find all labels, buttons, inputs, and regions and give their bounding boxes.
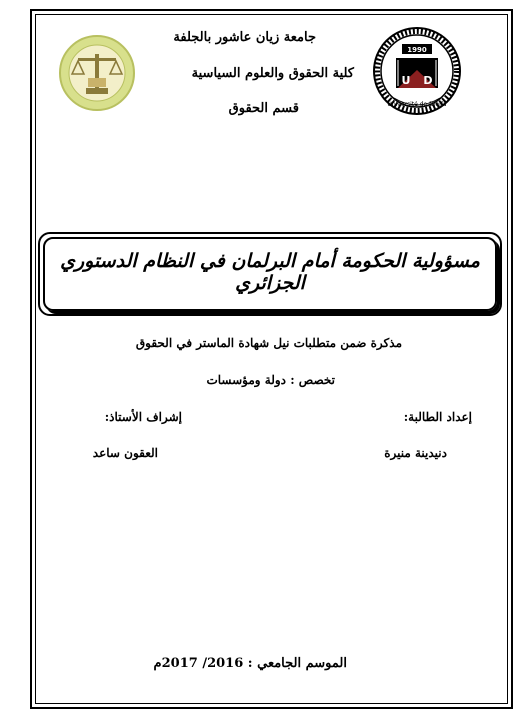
faculty-logo [58, 34, 136, 112]
prepared-by-label: إعداد الطالبة: [403, 410, 472, 424]
university-seal-logo [372, 26, 462, 116]
academic-year: الموسم الجامعي : 2016/ 2017م [153, 656, 347, 671]
supervisor-name: العقون ساعد [92, 446, 158, 460]
memo-description: مذكرة ضمن متطلبات نيل شهادة الماستر في الحقوق [135, 336, 402, 350]
supervision-label: إشراف الأستاذ: [104, 410, 182, 424]
student-name: دنيدينة منيرة [384, 446, 447, 460]
faculty-name: كلية الحقوق والعلوم السياسية [191, 66, 354, 81]
page-border-inner [35, 14, 508, 704]
svg-text:U: U [401, 74, 411, 87]
seal-band-text: Université de Djelfa [387, 101, 447, 108]
department-name: قسم الحقوق [228, 101, 299, 116]
specialization: تخصص : دولة ومؤسسات [206, 373, 335, 387]
thesis-title: مسؤولية الحكومة أمام البرلمان في النظام الدستوري الجزائري [60, 250, 480, 294]
university-name: جامعة زيان عاشور بالجلفة [173, 30, 316, 45]
svg-text:D: D [423, 74, 433, 87]
seal-year: 1990 [407, 46, 427, 54]
